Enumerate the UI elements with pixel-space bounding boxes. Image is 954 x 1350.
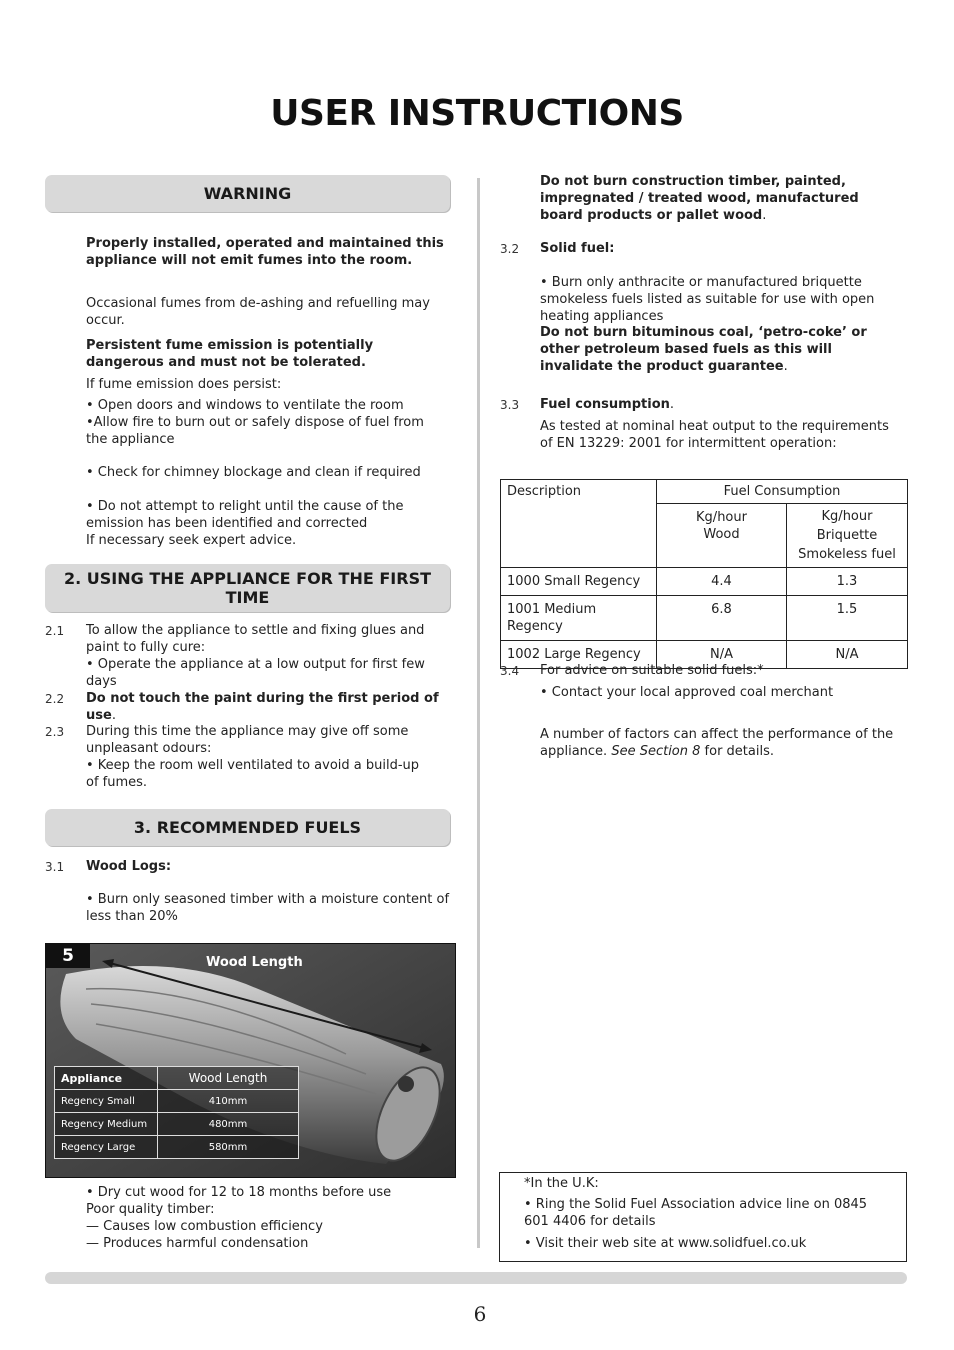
item-number: 3.3: [500, 398, 520, 412]
advice-text: For advice on suitable solid fuels:*: [540, 663, 764, 678]
inset-cell-length: 480mm: [158, 1113, 299, 1136]
cell-briquette: 1.5: [787, 596, 908, 641]
subheader-wood: Kg/hour Wood: [657, 504, 787, 568]
wood-length-label: Wood Length: [206, 955, 303, 970]
section-8-reference: See Section 8: [611, 744, 701, 759]
warning-p4: If fume emission does persist:: [86, 377, 282, 392]
table-header-row: [501, 480, 908, 504]
advice-bullet: • Contact your local approved coal merchant: [540, 685, 834, 700]
column-divider: [477, 178, 480, 1248]
item-2-3-bullet: • Keep the room well ventilated to avoid a build-up of fumes.: [86, 758, 420, 790]
solid-fuel-warning-period: .: [783, 359, 788, 374]
warning-bullet-3: • Check for chimney blockage and clean if required: [86, 465, 421, 480]
subheader-briquette: Kg/hour Briquette Smokeless fuel: [787, 504, 908, 568]
uk-note-box: [499, 1172, 907, 1262]
construction-warning-bold: Do not burn construction timber, painted, impregnated / treated wood, manufactured board products or pallet wood: [540, 174, 859, 223]
cell-wood: 4.4: [657, 568, 787, 596]
fuel-consumption-table: [500, 479, 908, 669]
table-row: [55, 1090, 299, 1113]
header-description: Description: [501, 480, 657, 568]
warning-p3: Persistent fume emission is potentially dangerous and must not be tolerated.: [86, 338, 374, 370]
item-2-2-period: .: [111, 708, 116, 723]
consumption-heading: [540, 396, 674, 413]
inset-header-appliance: Appliance: [55, 1067, 158, 1090]
table-row: [55, 1113, 299, 1136]
warning-bullet-4: • Do not attempt to relight until the cause of the emission has been identified and corrected: [86, 499, 404, 531]
consumption-period: .: [669, 397, 675, 412]
warning-heading: WARNING: [203, 184, 292, 203]
item-number: 2.1: [45, 624, 65, 638]
inset-cell-appliance: Regency Large: [55, 1136, 158, 1159]
inset-cell-appliance: Regency Small: [55, 1090, 158, 1113]
page-number: 6: [473, 1302, 487, 1326]
wood-after-3: — Causes low combustion efficiency: [86, 1219, 323, 1234]
table-row: [55, 1136, 299, 1159]
wood-logs-label: Wood Logs:: [86, 859, 172, 874]
item-2-1-text: To allow the appliance to settle and fixing glues and paint to fully cure:: [86, 623, 425, 655]
item-2-2-bold: Do not touch the paint during the first period of use: [86, 691, 439, 723]
table-row: [501, 568, 908, 596]
cell-wood: N/A: [657, 641, 787, 669]
note-line-2: • Ring the Solid Fuel Association advice line on 0845 601 4406 for details: [524, 1197, 868, 1229]
header-fuel-consumption: Fuel Consumption: [657, 480, 908, 504]
cell-wood: 6.8: [657, 596, 787, 641]
inset-cell-length: 580mm: [158, 1136, 299, 1159]
warning-bullet-5: If necessary seek expert advice.: [86, 533, 297, 548]
cell-briquette: 1.3: [787, 568, 908, 596]
item-number: 3.2: [500, 242, 520, 256]
footer-bar: [45, 1272, 907, 1284]
wood-logs-bullet: • Burn only seasoned timber with a moisture content of less than 20%: [86, 892, 450, 924]
item-2-2-text: [86, 690, 456, 724]
warning-bullet-1: • Open doors and windows to ventilate the room: [86, 398, 404, 413]
warning-heading-band: [45, 175, 450, 212]
wood-after-4: — Produces harmful condensation: [86, 1236, 309, 1251]
inset-cell-length: 410mm: [158, 1090, 299, 1113]
page-title: USER INSTRUCTIONS: [270, 93, 684, 134]
warning-bullet-2: •Allow fire to burn out or safely dispose of fuel from the appliance: [86, 415, 424, 447]
solid-fuel-warning: [540, 324, 905, 375]
factors-text-a: A number of factors can affect the performance of the appliance.: [540, 727, 894, 759]
item-number: 2.3: [45, 725, 65, 739]
section3-heading: 3. RECOMMENDED FUELS: [133, 818, 362, 837]
warning-p1: Properly installed, operated and maintained this appliance will not emit fumes into the room.: [86, 236, 444, 268]
item-2-3-text: During this time the appliance may give off some unpleasant odours:: [86, 724, 409, 756]
solid-fuel-warning-bold: Do not burn bituminous coal, ‘petro-coke’ or other petroleum based fuels as this will invalidate the product guarantee: [540, 325, 867, 374]
cell-description: 1001 Medium Regency: [501, 596, 657, 641]
wood-after-1: • Dry cut wood for 12 to 18 months before use: [86, 1185, 392, 1200]
inset-header-row: [55, 1067, 299, 1090]
note-line-1: *In the U.K:: [524, 1176, 599, 1191]
wood-log-figure: [45, 943, 456, 1178]
table-row: [501, 596, 908, 641]
construction-warning: [540, 173, 905, 224]
solid-fuel-bullet: • Burn only anthracite or manufactured briquette smokeless fuels listed as suitable for use with open heating appliances: [540, 275, 875, 324]
item-number: 3.4: [500, 664, 520, 678]
item-number: 3.1: [45, 860, 65, 874]
inset-cell-appliance: Regency Medium: [55, 1113, 158, 1136]
section2-heading-line1: 2. USING THE APPLIANCE FOR THE FIRST: [63, 569, 431, 588]
factors-text-b: for details.: [700, 744, 774, 759]
wood-after-2: Poor quality timber:: [86, 1202, 215, 1217]
solid-fuel-label: Solid fuel:: [540, 241, 615, 256]
cell-briquette: N/A: [787, 641, 908, 669]
wood-length-table: [54, 1066, 299, 1159]
consumption-text: As tested at nominal heat output to the requirements of EN 13229: 2001 for intermittent operation:: [540, 419, 889, 451]
construction-warning-period: .: [762, 208, 767, 223]
warning-p2: Occasional fumes from de-ashing and refuelling may occur.: [86, 296, 430, 328]
consumption-label: Fuel consumption: [540, 397, 670, 412]
section3-heading-band: [45, 809, 450, 846]
section2-heading-line2: TIME: [225, 588, 270, 607]
note-line-3: • Visit their web site at www.solidfuel.co.uk: [524, 1236, 807, 1251]
factors-text: [540, 726, 900, 760]
item-2-1-bullet: • Operate the appliance at a low output for first few days: [86, 657, 425, 689]
cell-description: 1000 Small Regency: [501, 568, 657, 596]
section2-heading-band: [45, 564, 450, 612]
cell-description: 1002 Large Regency: [501, 641, 657, 669]
inset-header-length: Wood Length: [158, 1067, 299, 1090]
item-number: 2.2: [45, 692, 65, 706]
figure-number: 5: [46, 944, 90, 968]
